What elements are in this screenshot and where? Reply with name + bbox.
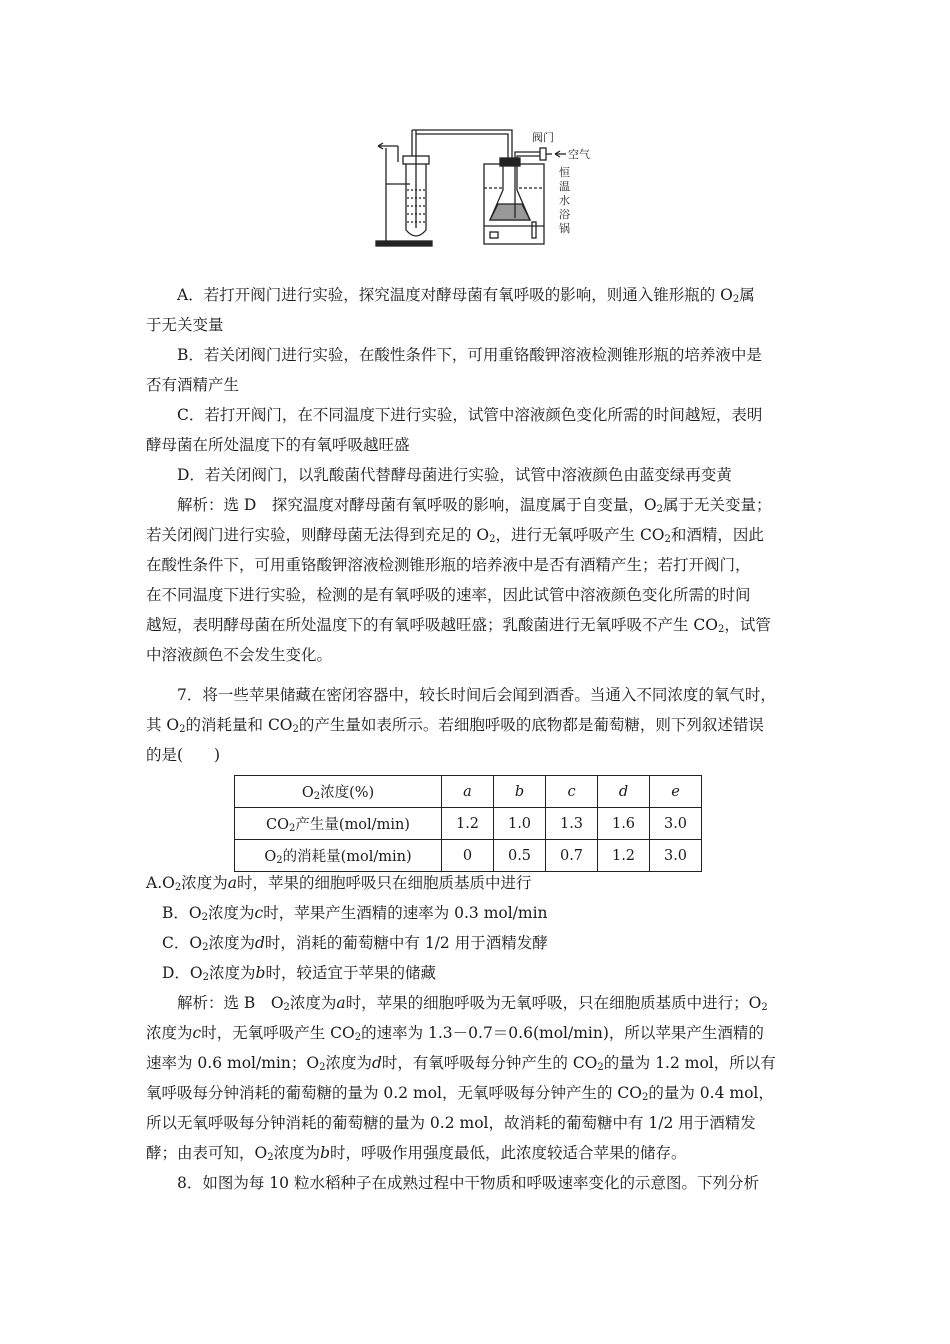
table-cell: 0.5: [494, 840, 546, 872]
q7-option-d: D．$O_2$浓度为b时，较适宜于苹果的储藏: [162, 964, 436, 983]
q7-analysis-line6: 酵；由表可知，$O_2$浓度为b时，呼吸作用强度最低，此浓度较适合苹果的储存。: [146, 1144, 687, 1163]
q7-option-a: $A.O_2$浓度为a时，苹果的细胞呼吸只在细胞质基质中进行: [146, 874, 532, 893]
valve: [540, 148, 546, 160]
air-label: 空气: [568, 148, 590, 161]
bath-label-1: 恒: [559, 166, 570, 179]
q6-analysis-line2: 若关闭阀门进行实验，则酵母菌无法得到充足的 $O_2$，进行无氧呼吸产生 $CO_2$和酒精，因此: [146, 526, 764, 545]
table-cell: 1.3: [546, 808, 598, 840]
q7-option-b: B．$O_2$浓度为c时，苹果产生酒精的速率为 0.3 mol/min: [162, 904, 548, 923]
table-header-cell: c: [546, 776, 598, 808]
table-header-label: $O_2$浓度(%): [235, 776, 442, 808]
bath-label-4: 浴: [559, 208, 570, 221]
q6-analysis-line6: 中溶液颜色不会发生变化。: [146, 646, 333, 664]
q6-block: [146, 280, 818, 670]
q6-option-a: A．若打开阀门进行实验，探究温度对酵母菌有氧呼吸的影响，则通入锥形瓶的 $O_2$属: [177, 286, 755, 305]
q7-analysis-line2: 浓度为c时，无氧呼吸产生 $CO_2$的速率为 1.3－0.7＝0.6(mol/min)，所以苹果产生酒精的: [146, 1024, 764, 1043]
bath-label-5: 锅: [559, 222, 570, 235]
q8-line1: 8．如图为每 10 粒水稻种子在成熟过程中干物质和呼吸速率变化的示意图。下列分析: [177, 1174, 759, 1192]
table-cell: 0: [442, 840, 494, 872]
oxygen-data-table: [234, 775, 702, 872]
q7-line3: 的是( ): [146, 746, 221, 764]
q6-analysis-line1: 解析：选 D 探究温度对酵母菌有氧呼吸的影响，温度属于自变量，$O_2$属于无关变量；: [177, 496, 772, 515]
table-header-row: [235, 776, 702, 808]
table-cell: 1.2: [442, 808, 494, 840]
table-row: [235, 840, 702, 872]
q6-option-c-cont: 酵母菌在所处温度下的有氧呼吸越旺盛: [146, 436, 410, 454]
table-cell: 0.7: [546, 840, 598, 872]
q6-option-b-cont: 否有酒精产生: [146, 376, 240, 394]
table-cell: 1.6: [598, 808, 650, 840]
q6-option-a-cont: 于无关变量: [146, 316, 224, 334]
table-cell: 1.2: [598, 840, 650, 872]
table-header-cell: b: [494, 776, 546, 808]
table-header-cell: d: [598, 776, 650, 808]
bath-label-3: 水: [559, 194, 570, 207]
table-header-cell: e: [650, 776, 702, 808]
table-cell: 3.0: [650, 840, 702, 872]
q6-analysis-line5: 越短，表明酵母菌在所处温度下的有氧呼吸越旺盛；乳酸菌进行无氧呼吸不产生 $CO_2$，试管: [146, 616, 771, 635]
q7-analysis-line5: 所以无氧呼吸每分钟消耗的葡萄糖的量为 0.2 mol，故消耗的葡萄糖中有 1/2 用于酒精发: [146, 1114, 756, 1132]
table-row-label: $CO_2$产生量(mol/min): [235, 808, 442, 840]
apparatus-figure: [372, 128, 622, 248]
q6-option-d: D．若关闭阀门，以乳酸菌代替酵母菌进行实验，试管中溶液颜色由蓝变绿再变黄: [177, 466, 732, 484]
stand-base: [376, 241, 432, 246]
q7-option-c: C．$O_2$浓度为d时，消耗的葡萄糖中有 1/2 用于酒精发酵: [162, 934, 548, 953]
valve-label: 阀门: [532, 131, 554, 144]
q6-option-b: B．若关闭阀门进行实验，在酸性条件下，可用重铬酸钾溶液检测锥形瓶的培养液中是: [177, 346, 762, 364]
q6-option-c: C．若打开阀门，在不同温度下进行实验，试管中溶液颜色变化所需的时间越短，表明: [177, 406, 763, 424]
q7-analysis-line3: 速率为 0.6 mol/min；$O_2$浓度为d时，有氧呼吸每分钟产生的 $CO_2$的量为 1.2 mol，所以有: [146, 1054, 776, 1073]
q7-analysis-line1: 解析：选 B $O_2$浓度为a时，苹果的细胞呼吸为无氧呼吸，只在细胞质基质中进行；$O_2$: [177, 994, 768, 1013]
q6-analysis-line3: 在酸性条件下，可用重铬酸钾溶液检测锥形瓶的培养液中是否有酒精产生；若打开阀门，: [146, 556, 751, 574]
table-row: [235, 808, 702, 840]
table-row-label: $O_2$的消耗量(mol/min): [235, 840, 442, 872]
q7-analysis-line4: 氧呼吸每分钟消耗的葡萄糖的量为 0.2 mol，无氧呼吸每分钟产生的 $CO_2$的量为 0.4 mol，: [146, 1084, 774, 1103]
air-inlet: [515, 152, 540, 158]
q7-stem: [146, 680, 818, 770]
q7-block: [146, 868, 818, 1198]
q6-analysis-line4: 在不同温度下进行实验，检测的是有氧呼吸的速率，因此试管中溶液颜色变化所需的时间: [146, 586, 751, 604]
q7-line2: 其 $O_2$的消耗量和 $CO_2$的产生量如表所示。若细胞呼吸的底物都是葡萄糖，则下列叙述错误: [146, 716, 764, 735]
q7-line1: 7．将一些苹果储藏在密闭容器中，较长时间后会闻到酒香。当通入不同浓度的氧气时，: [177, 686, 776, 704]
table-cell: 3.0: [650, 808, 702, 840]
bath-label-2: 温: [559, 180, 570, 193]
table-header-cell: a: [442, 776, 494, 808]
table-cell: 1.0: [494, 808, 546, 840]
